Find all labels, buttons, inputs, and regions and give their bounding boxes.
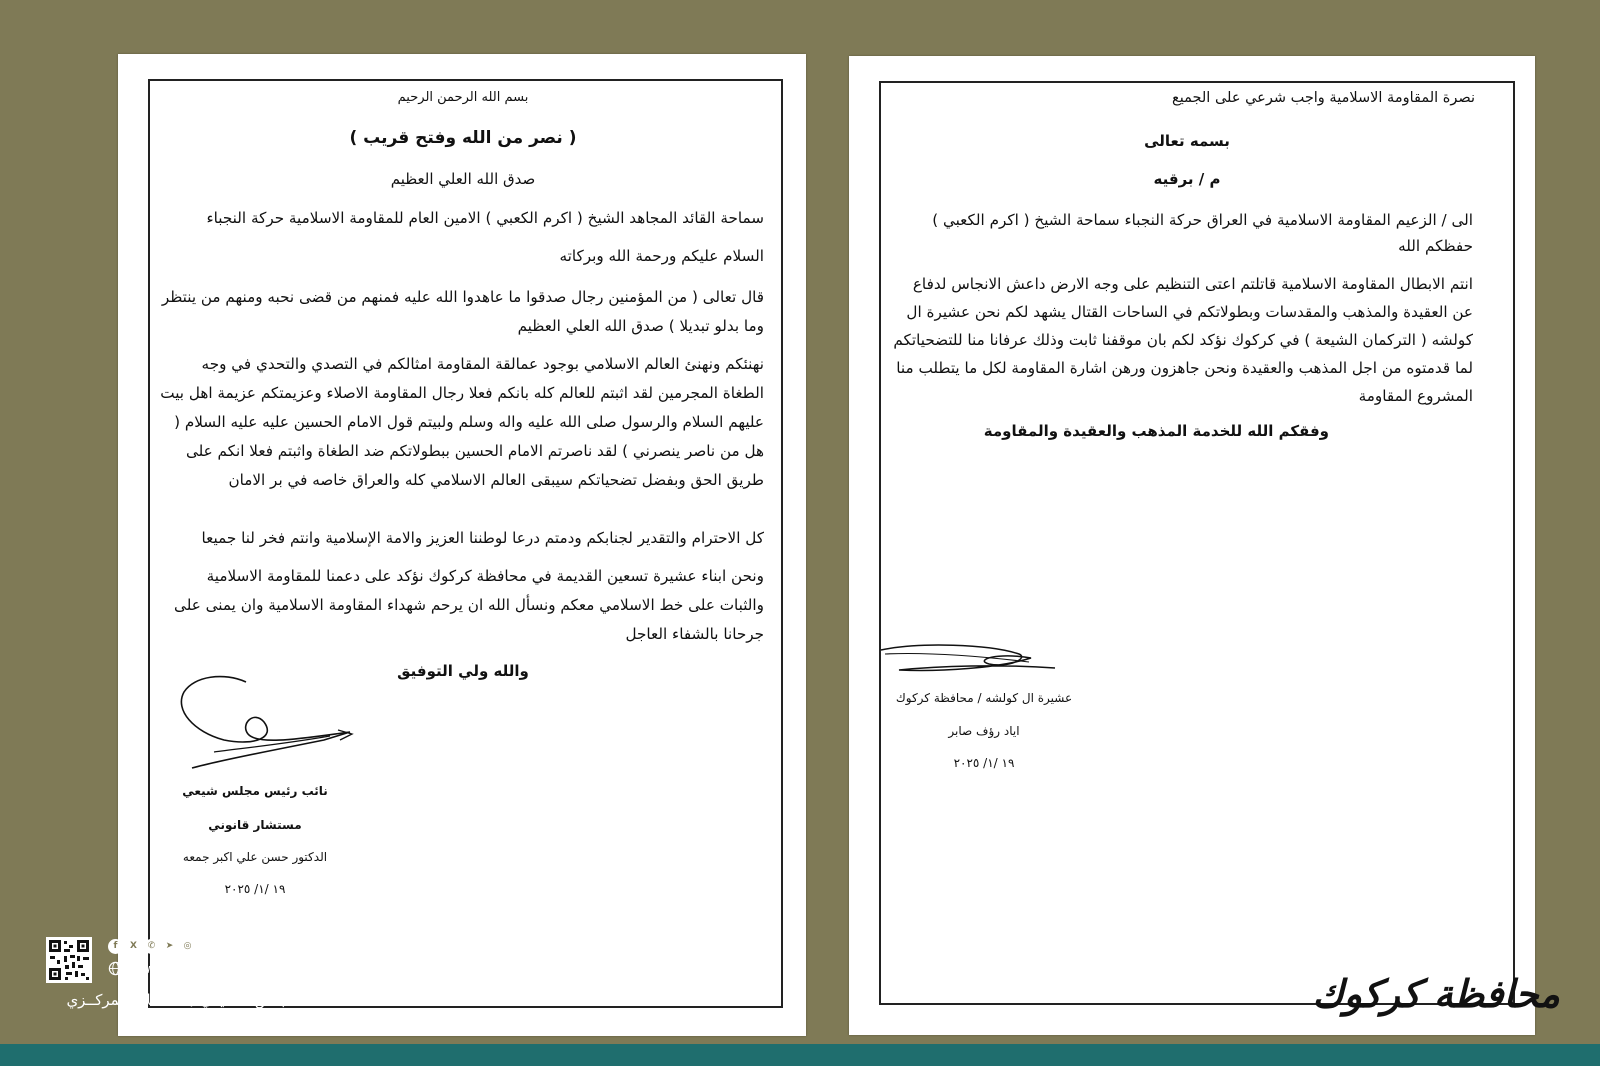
- facebook-icon[interactable]: f: [108, 939, 123, 954]
- footer-branding: [44, 935, 314, 1015]
- province-title: محافظة كركوك: [1312, 972, 1560, 1016]
- left-letter-page: [118, 54, 806, 1036]
- basmala: بسم الله الرحمن الرحيم: [397, 90, 529, 105]
- signatory-tribe: عشيرة ال كولشه / محافظة كركوك: [895, 691, 1073, 705]
- verse-heading: ( نصر من الله وفتح قريب ): [349, 128, 577, 148]
- qr-code-icon: [46, 937, 92, 983]
- signatory-title-1: نائب رئيس مجلس شيعي: [182, 784, 328, 798]
- right-signature: [879, 638, 1059, 688]
- slogan-line: نصرة المقاومة الاسلامية واجب شرعي على الجميع: [1172, 90, 1475, 106]
- quran-paragraph: قال تعالى ( من المؤمنين رجال صدقوا ما عاهدوا الله عليه فمنهم من قضى نحبه ومنهم من ينتظر وما بدلو تبديلا ) صدق الله العلي العظيم: [161, 288, 764, 335]
- signatory-title-2: مستشار قانوني: [208, 818, 302, 832]
- addressee-line: الى / الزعيم المقاومة الاسلامية في العراق حركة النجباء سماحة الشيخ ( اكرم الكعبي ): [932, 211, 1473, 229]
- bottom-accent-bar: [0, 1044, 1600, 1066]
- sadaqa-line: صدق الله العلي العظيم: [390, 170, 536, 188]
- social-icons-row: [108, 939, 276, 954]
- instagram-icon[interactable]: ◎: [180, 939, 195, 954]
- left-signature: [154, 670, 354, 780]
- whatsapp-icon[interactable]: ✆: [144, 939, 159, 954]
- body-paragraph: انتم الابطال المقاومة الاسلامية قاتلتم اعتى التنظيم على وجه الارض داعش الانجاس لدفاع عن العقيدة والمذهب والمقدسات وبطولاتكم في الساحات القتال يشهد لكم نحن عشيرة ال كولشه ( التركمان الشيعة ) في كركوك نؤكد لكم بان موقفنا ثابت وذلك عرفانا منا للتضحياتكم لما قدمتوه من اجل المذهب والعقيدة ونحن جاهزون ورهن اشارة المقاومة لكل ما يتطلب منا المشروع المقاومة: [893, 275, 1473, 405]
- greeting-line: السلام عليكم ورحمة الله وبركاته: [559, 247, 764, 265]
- globe-icon: [108, 961, 123, 976]
- x-icon[interactable]: X: [126, 939, 141, 954]
- addressee-line: سماحة القائد المجاهد الشيخ ( اكرم الكعبي ) الامين العام للمقاومة الاسلامية حركة النجباء: [206, 209, 764, 227]
- closing-line: وفقكم الله للخدمة المذهب والعقيدة والمقاومة: [983, 422, 1329, 440]
- bismihi-heading: بسمه تعالى: [1144, 132, 1230, 150]
- signature-date: ١٩ /١/ ٢٠٢٥: [953, 756, 1015, 770]
- social-handle[interactable]: @TANFITHY: [202, 939, 277, 954]
- website-row: [108, 961, 268, 976]
- tribe-paragraph: ونحن ابناء عشيرة تسعين القديمة في محافظة كركوك نؤكد على دعمنا للمقاومة الاسلامية والثبات على خط الاسلامي معكم ونسأل الله ان يرحم شهداء المقاومة الاسلامية وان يمنى على جرحانا بالشفاء العاجل: [174, 567, 764, 643]
- right-letter-page: [849, 56, 1535, 1035]
- signatory-name: اياد رؤف صابر: [948, 724, 1020, 738]
- respect-paragraph: كل الاحترام والتقدير لجنابكم ودمتم درعا لوطننا العزيز والامة الإسلامية وانتم فخر لنا جميعا: [201, 529, 764, 547]
- signature-date: ١٩ /١/ ٢٠٢٥: [224, 882, 286, 896]
- congratulations-paragraph: نهنئكم ونهنئ العالم الاسلامي بوجود عمالقة المقاومة امثالكم في التصدي والتحدي في وجه الطغاة المجرمين لقد اثبتم للعالم كله بانكم فعلا رجال المقاومة الاصلاء وعزيمتكم عزيمة اهل بيت عليهم السلام والرسول صلى الله عليه واله وسلم ولبيتم قول الامام الحسين عليه عليه السلام ( هل من ناصر ينصرني ) لقد ناصرتم الامام الحسين ببطولاتكم ضد الطغاة واثبتم فعلا انكم على طريق الحق وبفضل تضحياتكم سيبقى العالم الاسلامي كله والعراق خاصه في بر الامان: [160, 355, 764, 489]
- subject-line: م / برقيه: [1153, 170, 1221, 188]
- closing-line: والله ولي التوفيق: [397, 662, 529, 680]
- signatory-name: الدكتور حسن علي اكبر جمعه: [182, 850, 328, 864]
- hafazakum-line: حفظكم الله: [1398, 237, 1473, 255]
- website-link[interactable]: www.tanfithy.com: [129, 961, 268, 976]
- telegram-icon[interactable]: ➤: [162, 939, 177, 954]
- council-label: المجلس التنفيذي / الاعـــلام المركــزي: [66, 991, 306, 1009]
